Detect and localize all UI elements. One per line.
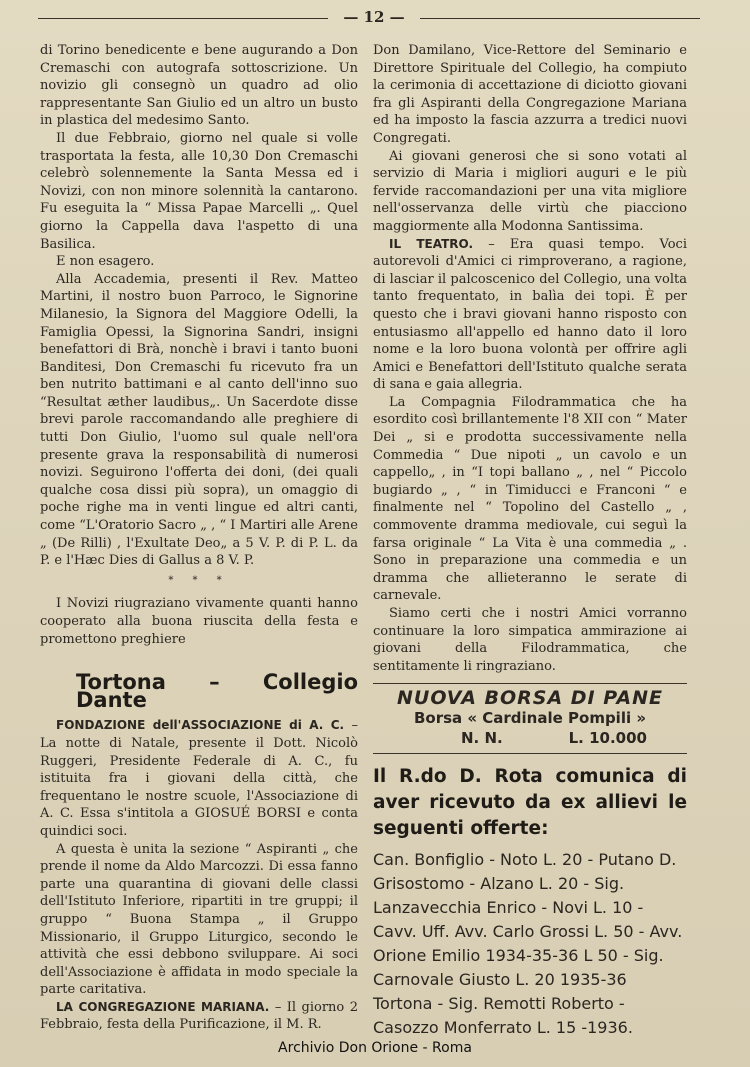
paragraph: A questa è unita la sezione “ Aspiranti „ che prende il nome da Aldo Marcozzi. Di essa fanno parte una quarantina di giovani delle classi dell'Istituto Inferiore, ripartiti in tre gruppi; il gruppo “ Buona Stampa „ il Gruppo Missionario, il Gruppo Liturgico, secondo le attività che essi debbono sviluppare. Ai soci dell'Associazione è affidata in modo speciale la parte caritativa.: [40, 841, 358, 998]
paragraph: [373, 236, 687, 394]
paragraph: [40, 717, 358, 840]
borsa-title: NUOVA BORSA DI PANE: [396, 687, 664, 710]
archive-footer: Archivio Don Orione - Roma: [278, 1040, 472, 1056]
paragraph: [40, 999, 358, 1034]
divider: [373, 753, 687, 754]
paragraph-lead: IL TEATRO.: [389, 236, 474, 251]
page-number: — 12 —: [343, 8, 405, 26]
paragraph: Il due Febbraio, giorno nel quale si volle trasportata la festa, alle 10,30 Don Cremaschi celebrò solennemente la Santa Messa ed i Novizi, con non minore solennità la cantarono. Fu eseguita la “ Missa Papae Marcelli „. Quel giorno la Cappella dava l'aspetto di una Basilica.: [40, 130, 358, 252]
paragraph: Ai giovani generosi che si sono votati al servizio di Maria i migliori auguri e le più fervide raccomandazioni per una vita migliore nell'osservanza delle virtù che piacciono maggiormente alla Modonna Santissima.: [373, 148, 687, 234]
section-divider-stars: * * *: [168, 574, 230, 586]
borsa-name: Borsa « Cardinale Pompili »: [413, 708, 647, 727]
rota-announcement-title: Il R.do D. Rota comunica di aver ricevuto da ex allievi le seguenti offerte:: [373, 766, 687, 840]
paragraph-lead: LA CONGREGAZIONE MARIANA.: [56, 999, 270, 1014]
paragraph: di Torino benedicente e bene augurando a Don Cremaschi con autografa sottoscrizione. Un novizio gli consegnò un quadro ad olio rappresentante San Giulio ed un altro un busto in plastica del medesimo Santo.: [40, 43, 358, 129]
page-header: [28, 8, 728, 28]
paragraph: La Compagnia Filodrammatica che ha esordito così brillantemente l'8 XII con “ Mater Dei „ si e prodotta successivamente nella Commedia “ Due nipoti „ un cavolo e un cappello„ , in “I topi ballano „ , nel “ Piccolo bugiardo „ , “ in Timiducci e Franconi “ e finalmente nel “ Topolino del Castello „ , commovente drammа mediovale, cui seguì la farsa originale “ La Vita è una commedia „ . Sono in preparazione una commedia e un dramma che allieteranno le serate di carnevale.: [373, 394, 687, 604]
paragraph: Alla Accademia, presenti il Rev. Matteo Martini, il nostro buon Parroco, le Signorine Milanesio, la Signora del Maggiore Odelli, la Famiglia Opessi, la Signorina Sandri, insigni benefattori di Brà, nonchè i bravi i tanto buoni Banditesi, Don Cremaschi fu ricevuto fra un ben nutrito battimani e al canto dell'inno suo “Resultat æther laudibus„. Un Sacerdote disse brevi parole raccomandando alle preghiere di tutti Don Giulio, l'uomo sul quale nell'ora presente grava la responsabilità di numerosi novizi. Seguirono l'offerta dei doni, (dei quali qualche cosa dissi più sopra), un omaggio di poche righe ma in venti lingue ed altri canti, come “L'Oratorio Sacro „ , “ I Martiri alle Arene „ (De Rilli) , l'Exultate Deo„ a 5 V. P. di P. L. da P. e l'Hæc Dies di Gallus a 8 V. P.: [40, 271, 358, 569]
borsa-donor: N. N.: [461, 728, 503, 747]
paragraph: E non esagero.: [56, 254, 155, 270]
paragraph: Don Damilano, Vice-Rettore del Seminario e Direttore Spirituale del Collegio, ha compiuto la cerimonia di accettazione di diciotto giovani fra gli Aspiranti della Congregazione Mariana ed ha imposto la fascia azzurra a tredici nuovi Congregati.: [373, 43, 687, 146]
left-column: [40, 42, 358, 1034]
header-rule-right: [420, 18, 700, 19]
paragraph: Siamo certi che i nostri Amici vorranno continuare la loro simpatica ammirazione ai giovani della Filodrammatica, che sentitamente li ringraziano.: [373, 606, 687, 674]
borsa-box: [373, 683, 687, 747]
borsa-entry: [373, 730, 687, 748]
paragraph-text: – La notte di Natale, presente il Dott. Nicolò Ruggeri, Presidente Federale di A. C., fu istituita fra i giovani della città, che frequentano le nostre scuole, l'Associazione di A. C. Essa s'intitola a GIOSUÉ BORSI e conta quindici soci.: [40, 718, 358, 839]
rota-offerings-list: Can. Bonfiglio - Noto L. 20 - Putano D. Grisostomo - Alzano L. 20 - Sig. Lanzavecchia Enrico - Novi L. 10 - Cavv. Uff. Avv. Carlo Grossi L. 50 - Avv. Orione Emilio 1934-35-36 L 50 - Sig. Carnovale Giusto L. 20 1935-36 Tortona - Sig. Remotti Roberto - Casozzo Monferrato L. 15 -1936.: [373, 850, 683, 1038]
paragraph-lead: FONDAZIONE dell'ASSOCIAZIONE di A. C.: [56, 718, 345, 733]
paragraph: I Novizi riugraziano vivamente quanti hanno cooperato alla buona riuscita della festa e promettono preghiere: [40, 596, 358, 647]
paragraph-text: – Era quasi tempo. Voci autorevoli d'Amici ci rimproverano, a ragione, di lasciar il palcoscenico del Collegio, una volta tanto frequentato, in balìa dei topi. È per questo che i bravi giovani hanno risposto con entusiasmo all'appello ed hanno dato il loro nome e la loro buona volontà per offrire agli Amici e Benefattori dell'Istituto qualche serata di sana e gaia allegria.: [373, 236, 687, 393]
borsa-amount: L. 10.000: [568, 728, 647, 747]
header-rule-left: [38, 18, 328, 19]
paragraph-text: – Il giorno 2 Febbraio, festa della Purificazione, il M. R.: [40, 999, 358, 1033]
section-title: Tortona – Collegio Dante: [76, 670, 358, 712]
right-column: [373, 42, 687, 1040]
